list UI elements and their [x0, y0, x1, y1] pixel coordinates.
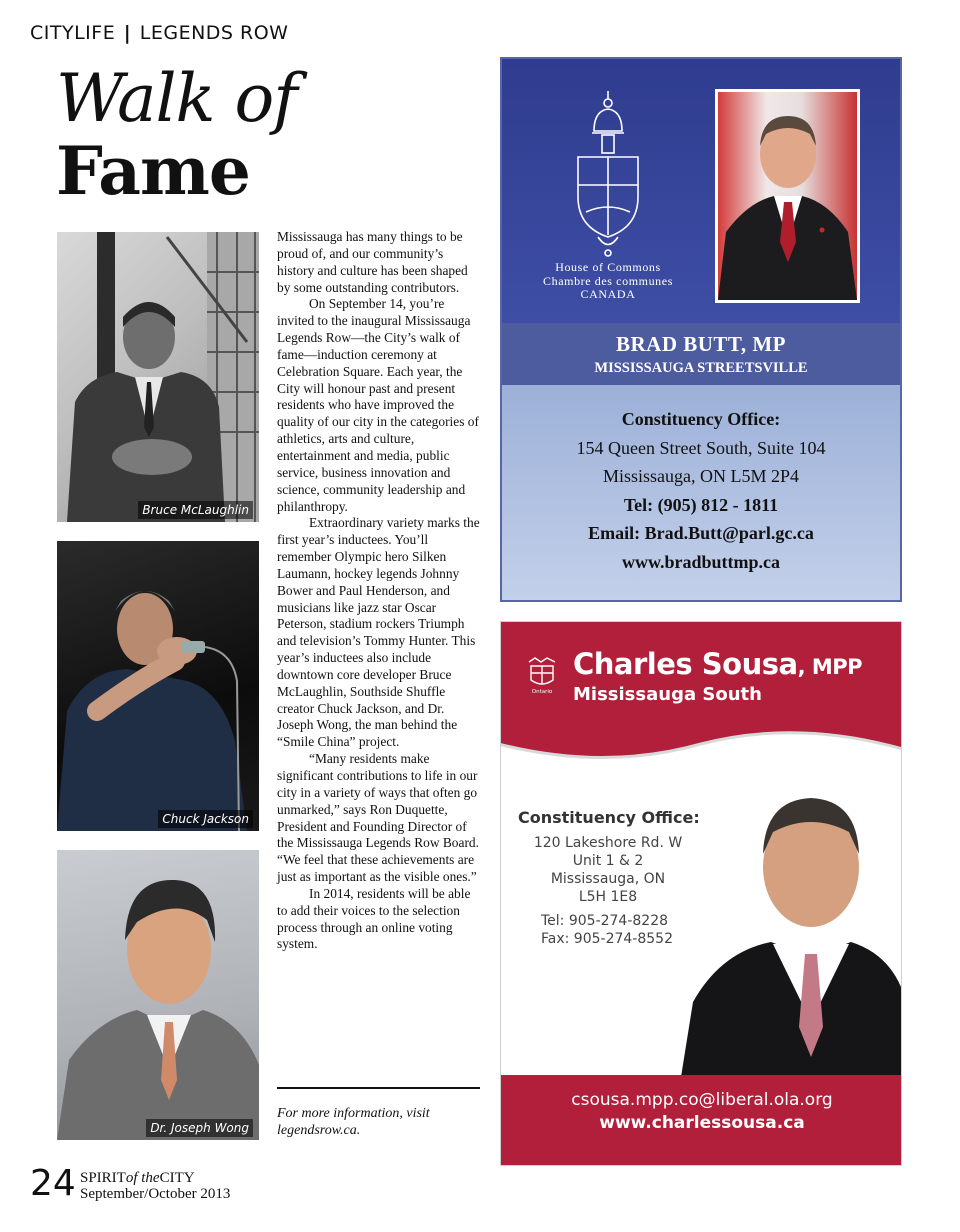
address-line: Mississauga, ON [550, 871, 666, 887]
address-line: Mississauga, ON L5M 2P4 [602, 466, 799, 486]
issue-date: September/October 2013 [80, 1186, 231, 1202]
section-name: CITYLIFE [30, 22, 116, 44]
pub-city: CITY [159, 1170, 195, 1186]
ontario-logo-icon [521, 654, 563, 694]
article-body [277, 229, 483, 953]
mp-portrait-illustration [718, 92, 857, 300]
address-line: Unit 1 & 2 [572, 853, 644, 869]
photo-caption: Chuck Jackson [158, 810, 253, 828]
constituency-office-title: Constituency Office: [518, 808, 700, 827]
ad-charles-sousa [500, 621, 902, 1166]
section-label [30, 22, 288, 44]
mpp-suffix: , MPP [797, 655, 863, 679]
website-url: www.charlessousa.ca [599, 1113, 805, 1133]
article-paragraph: Extraordinary variety marks the first year’s inductees. You’ll remember Olympic hero Silken Laumann, hockey legends Johnny Bower and Paul Henderson, and musicians like jazz star Oscar Peterson, stadium rockers Triumph and television’s Tommy Hunter. This year’s inductees also include downtown core developer Bruce McLaughlin, Southside Shuffle creator Chuck Jackson, and Dr. Joseph Wong, the man behind the “Smile China” project. [277, 515, 480, 750]
address-line: 120 Lakeshore Rd. W [533, 835, 683, 851]
article-paragraph: On September 14, you’re invited to the inaugural Mississauga Legends Row—the City’s walk of fame—induction ceremony at Celebration Square. Each year, the City will honour past and present residents who have improved the quality of our city in the categories of athletics, arts and culture, entertainment and media, public service, business innovation and science, community leadership and philanthropy. [277, 296, 479, 514]
photo-chuck-jackson [57, 541, 259, 831]
construction-scene-illustration [57, 232, 259, 522]
mp-portrait [715, 89, 860, 303]
hoc-line1: House of Commons [555, 260, 661, 274]
address-line: L5H 1E8 [578, 889, 638, 905]
hoc-line2: Chambre des communes [543, 273, 673, 288]
article-paragraph: In 2014, residents will be able to add their voices to the selection process through an online voting system. [277, 885, 471, 952]
ad1-top-panel [502, 59, 900, 323]
parliament-crest-icon [568, 87, 648, 257]
ad1-name-band [502, 323, 900, 385]
fax-number: Fax: 905-274-8552 [541, 931, 673, 947]
mp-riding: MISSISSAUGA STREETSVILLE [594, 360, 808, 376]
ad2-footer-band [501, 1075, 902, 1166]
mpp-name-text: Charles Sousa [573, 647, 798, 681]
phone-number: Tel: 905-274-8228 [541, 913, 669, 929]
hoc-line3: CANADA [580, 287, 636, 301]
constituency-office-title: Constituency Office: [621, 409, 781, 429]
mpp-portrait [661, 772, 902, 1077]
subsection-name: LEGENDS ROW [139, 22, 289, 44]
divider-rule [277, 1087, 480, 1089]
article-paragraph: “Many residents make significant contributions to life in our city in a variety of ways that often go unmarked,” says Ron Duquette, President and Founding Director of the Mississauga Legends Row Board. “We feel that these achievements are just as important as the visible ones.” [277, 751, 479, 885]
ad-brad-butt [500, 57, 902, 602]
photo-joseph-wong [57, 850, 259, 1140]
mp-name: BRAD BUTT, MP [615, 332, 787, 356]
musician-illustration [57, 541, 259, 831]
article-title-line2: Fame [56, 132, 250, 210]
article-title-line1: Walk of [56, 60, 297, 137]
ontario-logo-text: Ontario [531, 689, 553, 694]
pub-spirit: SPIRIT [80, 1170, 126, 1186]
photo-caption: Bruce McLaughlin [138, 501, 253, 519]
website-url: www.bradbuttmp.ca [621, 551, 781, 572]
section-separator: | [123, 22, 132, 44]
portrait-illustration [57, 850, 259, 1140]
mpp-riding: Mississauga South [573, 684, 762, 705]
email-address: Email: Brad.Butt@parl.gc.ca [588, 523, 814, 543]
email-address: csousa.mpp.co@liberal.ola.org [571, 1090, 833, 1110]
ad1-contact-panel [502, 385, 900, 600]
publication-name [80, 1170, 230, 1186]
mpp-name [573, 647, 863, 681]
page-number: 24 [30, 1163, 76, 1204]
article-paragraph: Mississauga has many things to be proud of, and our community’s history and culture has been shaped by some outstanding contributors. [277, 229, 468, 295]
house-of-commons-wordmark [524, 261, 692, 302]
more-info-note: For more information, visit legendsrow.ca. [277, 1106, 430, 1138]
pub-of-the: of the [125, 1170, 160, 1186]
office-phones [541, 912, 673, 948]
photo-caption: Dr. Joseph Wong [146, 1119, 253, 1137]
publication-info [80, 1170, 230, 1202]
phone-number: Tel: (905) 812 - 1811 [623, 494, 779, 515]
photo-bruce-mclaughlin [57, 232, 259, 522]
address-line: 154 Queen Street South, Suite 104 [576, 437, 826, 458]
